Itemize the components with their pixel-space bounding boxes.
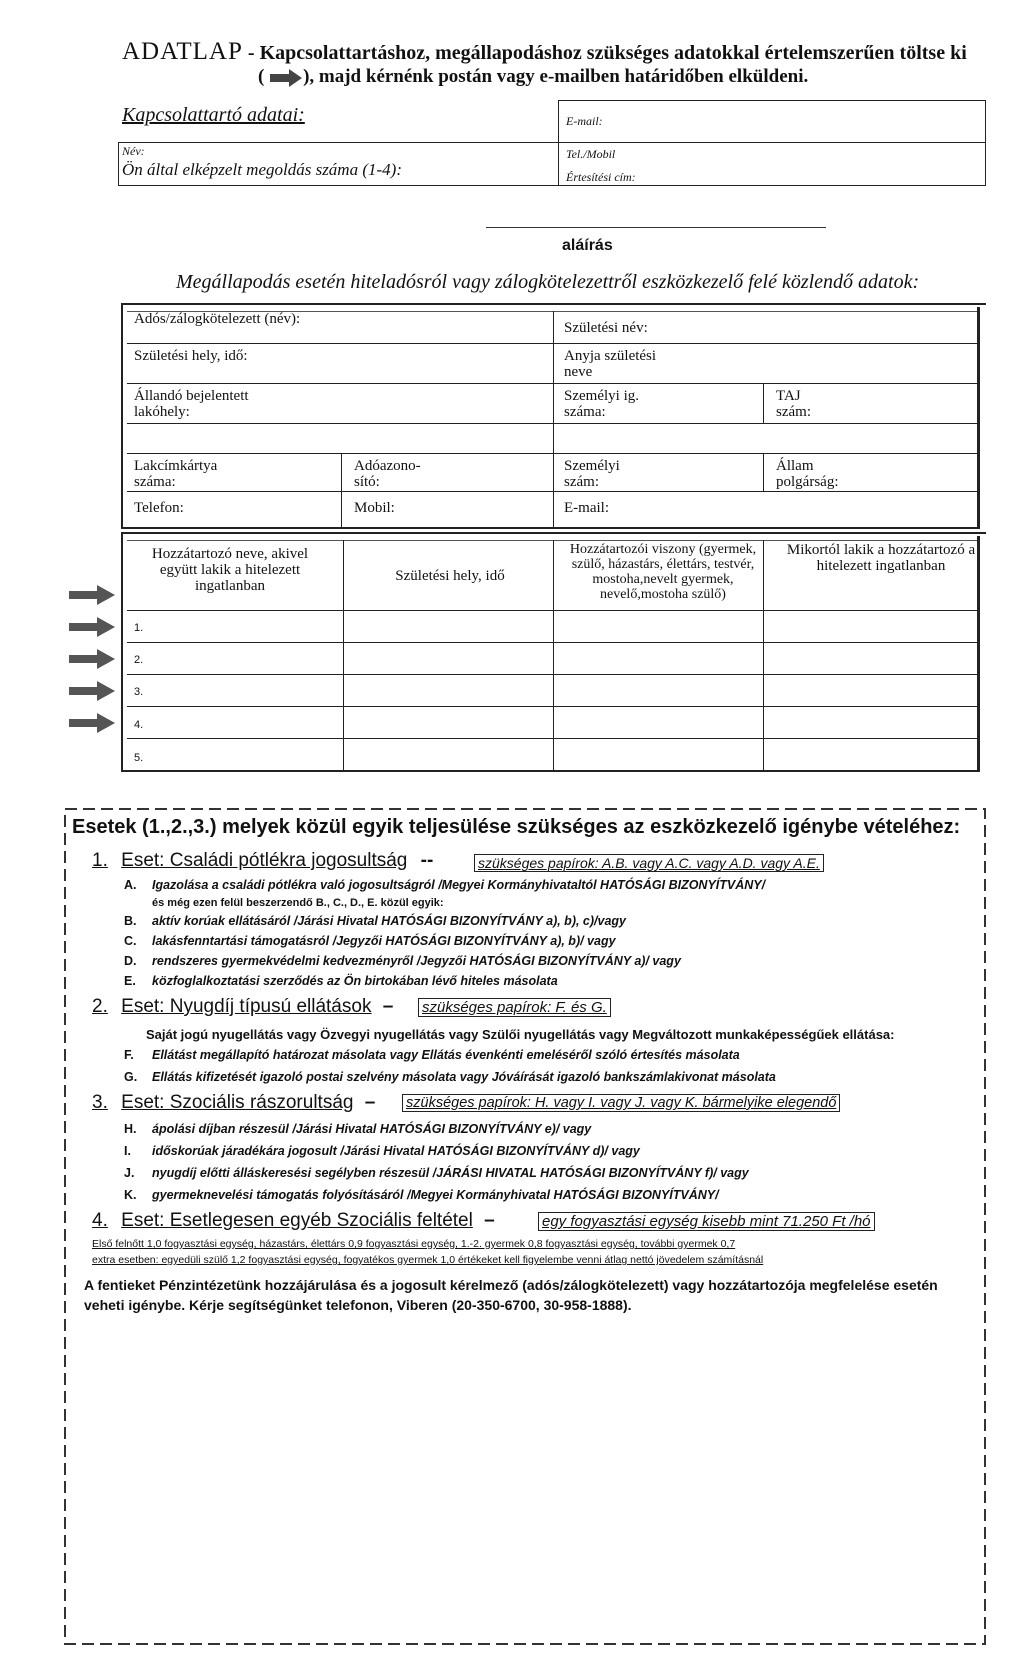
arrow-right-icon — [68, 648, 116, 670]
mother-name-field[interactable]: Anyja születési neve — [564, 348, 657, 380]
item-text: időskorúak járadékára jogosult /Járási Hivatal HATÓSÁGI BIZONYÍTVÁNY d)/ vagy — [152, 1144, 640, 1158]
case-4-heading — [92, 1210, 495, 1232]
item-text: Igazolása a családi pótlékra való jogosultságról /Megyei Kormányhivataltól HATÓSÁGI BIZONYÍTVÁNY/ — [152, 878, 766, 892]
col-birth-place: Születési hely, idő — [395, 568, 505, 584]
col-since-when: Mikortól lakik a hozzátartozó a hitelezett ingatlanban — [786, 542, 976, 574]
footer-line-2: veheti igénybe. Kérje segítségünket telefonon, Viberen (20-350-6700, 30-958-1888). — [84, 1297, 632, 1313]
email-field[interactable]: E-mail: — [564, 500, 609, 516]
item-letter: E. — [124, 974, 136, 988]
phone-field[interactable]: Telefon: — [134, 500, 184, 516]
arrow-right-icon — [68, 584, 116, 606]
signature-line[interactable] — [486, 227, 826, 228]
birth-place-field[interactable]: Születési hely, idő: — [134, 348, 248, 364]
item-letter: D. — [124, 954, 137, 968]
address-field[interactable]: Értesítési cím: — [566, 170, 636, 184]
case-2-item-g — [124, 1070, 776, 1084]
arrow-right-icon — [68, 680, 116, 702]
citizenship-field[interactable]: Állam polgárság: — [776, 458, 839, 490]
case-3-required-docs: szükséges papírok: H. vagy I. vagy J. vagy K. bármelyike elegendő — [402, 1094, 840, 1112]
row-number-2: 2. — [134, 654, 144, 666]
case-3-item-k — [124, 1188, 719, 1202]
item-text: aktív korúak ellátásáról /Járási Hivatal HATÓSÁGI BIZONYÍTVÁNY a), b), c)/vagy — [152, 914, 627, 928]
adatlap-heading: ADATLAP — [122, 38, 243, 65]
title-instruction-line2 — [258, 66, 808, 88]
case-1-separator: -- — [420, 850, 434, 871]
form-title — [122, 38, 967, 66]
debtor-name-field[interactable]: Adós/zálogkötelezett (név): — [134, 311, 301, 327]
case-1-required-docs: szükséges papírok: A.B. vagy A.C. vagy A.D. vagy A.E. — [474, 854, 824, 872]
case-2-item-f — [124, 1048, 740, 1062]
address-card-field[interactable]: Lakcímkártya száma: — [134, 458, 218, 490]
case-1-extra-note — [124, 897, 444, 909]
case-1-item-a — [124, 878, 765, 892]
case-2-required-docs: szükséges papírok: F. és G. — [418, 998, 611, 1017]
case-3-item-h — [124, 1122, 591, 1136]
title-dash: - — [242, 42, 260, 64]
item-letter: G. — [124, 1070, 138, 1084]
case-1-item-d — [124, 954, 681, 968]
case-2-heading — [92, 996, 393, 1018]
case-2-intro: Saját jogú nyugellátás vagy Özvegyi nyugellátás vagy Szülői nyugellátás vagy Megváltozott munkaképességűek ellátása: — [146, 1027, 895, 1042]
case-4-separator: – — [484, 1210, 495, 1231]
case-3-item-j — [124, 1166, 749, 1180]
col-relationship: Hozzátartozói viszony (gyermek, szülő, házastárs, élettárs, testvér, mostoha,nevelt gyermek, nevelő,mostoha szülő) — [569, 542, 757, 602]
item-letter: J. — [124, 1166, 135, 1180]
address-field[interactable]: Állandó bejelentett lakóhely: — [134, 388, 249, 420]
case-1-title: Eset: Családi pótlékra jogosultság — [121, 850, 408, 871]
item-letter: F. — [124, 1048, 134, 1062]
item-text: gyermeknevelési támogatás folyósításáról /Megyei Kormányhivatal HATÓSÁGI BIZONYÍTVÁNY/ — [152, 1188, 719, 1202]
item-letter: B. — [124, 914, 137, 928]
case-2-number: 2. — [92, 996, 108, 1017]
item-text: ápolási díjban részesül /Járási Hivatal HATÓSÁGI BIZONYÍTVÁNY e)/ vagy — [152, 1122, 592, 1136]
item-letter: H. — [124, 1122, 137, 1136]
tax-id-field[interactable]: Adóazono-sító: — [354, 458, 421, 490]
item-letter: K. — [124, 1188, 137, 1202]
footer-line-1: A fentieket Pénzintézetünk hozzájárulása és a jogosult kérelmező (adós/zálogkötelezett) vagy hozzátartozója megfelelése esetén — [84, 1277, 938, 1293]
case-2-separator: – — [382, 996, 394, 1017]
case-3-separator: – — [364, 1092, 376, 1113]
case-3-title: Eset: Szociális rászorultság — [121, 1092, 354, 1113]
paren-open: ( — [258, 66, 265, 87]
item-text: közfoglalkoztatási szerződés az Ön birtokában lévő hiteles másolata — [152, 974, 558, 988]
case-1-item-b — [124, 914, 626, 928]
section-title: Megállapodás esetén hiteladósról vagy zálogkötelezettről eszközkezelő felé közlendő adatok: — [176, 271, 920, 293]
row-number-1: 1. — [134, 622, 144, 634]
phone-field[interactable]: Tel./Mobil — [566, 147, 616, 161]
row-number-5: 5. — [134, 752, 144, 764]
item-text: Ellátás kifizetését igazoló postai szelvény másolata vagy Jóváírását igazoló bankszámlakivonat másolata — [152, 1070, 776, 1084]
case-2-title: Eset: Nyugdíj típusú ellátások — [121, 996, 372, 1017]
arrow-right-icon — [68, 712, 116, 734]
item-text: és még ezen felül beszerzendő B., C., D., E. közül egyik: — [152, 897, 444, 909]
item-text: Ellátást megállapító határozat másolata vagy Ellátás évenkénti emeléséről szóló értesítés másolata — [152, 1048, 740, 1062]
mobile-field[interactable]: Mobil: — [354, 500, 395, 516]
case-3-number: 3. — [92, 1092, 108, 1113]
case-4-threshold: egy fogyasztási egység kisebb mint 71.250 Ft /hó — [538, 1212, 875, 1231]
case-4-note-2: extra esetben: egyedüli szülő 1,2 fogyasztási egység, fogyatékos gyermek 1,0 értékeket kell figyelembe venni átlag nettó jövedelem számításnál — [92, 1254, 764, 1266]
row-number-4: 4. — [134, 719, 144, 731]
birth-name-field[interactable]: Születési név: — [564, 320, 648, 336]
case-1-item-e — [124, 974, 558, 988]
col-relative-name: Hozzátartozó neve, akivel együtt lakik a hitelezett ingatlanban — [151, 546, 309, 594]
item-letter: A. — [124, 878, 137, 892]
arrow-right-icon — [269, 68, 303, 88]
arrow-right-icon — [68, 616, 116, 638]
title-instruction: Kapcsolattartáshoz, megállapodáshoz szükséges adatokkal értelemszerűen töltse ki — [259, 42, 967, 64]
cases-title: Esetek (1.,2.,3.) melyek közül egyik teljesülése szükséges az eszközkezelő igénybe vételéhez: — [72, 816, 961, 838]
item-letter: C. — [124, 934, 137, 948]
case-3-heading — [92, 1092, 375, 1114]
personal-number-field[interactable]: Személyi szám: — [564, 458, 620, 490]
case-1-number: 1. — [92, 850, 108, 871]
item-letter: I. — [124, 1144, 131, 1158]
contact-section-title: Kapcsolattartó adatai: — [122, 104, 305, 126]
case-1-item-c — [124, 934, 616, 948]
solution-number-field[interactable]: Ön által elképzelt megoldás száma (1-4): — [122, 160, 402, 179]
row-number-3: 3. — [134, 686, 144, 698]
email-field[interactable]: E-mail: — [566, 114, 603, 128]
taj-field[interactable]: TAJ szám: — [776, 388, 811, 420]
case-4-note-1: Első felnőtt 1,0 fogyasztási egység, házastárs, élettárs 0,9 fogyasztási egység, 1.-2. gyermek 0,8 fogyasztási egység, további gyermek 0,7 — [92, 1238, 736, 1250]
case-3-item-i — [124, 1144, 640, 1158]
case-4-title: Eset: Esetlegesen egyéb Szociális feltétel — [121, 1210, 473, 1231]
signature-label: aláírás — [562, 237, 613, 254]
name-field[interactable]: Név: — [122, 144, 145, 158]
item-text: lakásfenntartási támogatásról /Jegyzői HATÓSÁGI BIZONYÍTVÁNY a), b)/ vagy — [152, 934, 616, 948]
case-1-heading — [92, 850, 433, 872]
id-card-field[interactable]: Személyi ig. száma: — [564, 388, 639, 420]
case-4-number: 4. — [92, 1210, 108, 1231]
instruction-rest: ), majd kérnénk postán vagy e-mailben határidőben elküldeni. — [303, 66, 809, 87]
item-text: rendszeres gyermekvédelmi kedvezményről /Jegyzői HATÓSÁGI BIZONYÍTVÁNY a)/ vagy — [152, 954, 681, 968]
item-text: nyugdíj előtti álláskeresési segélyben részesül /JÁRÁSI HIVATAL HATÓSÁGI BIZONYÍTVÁNY f)/ vagy — [152, 1166, 749, 1180]
